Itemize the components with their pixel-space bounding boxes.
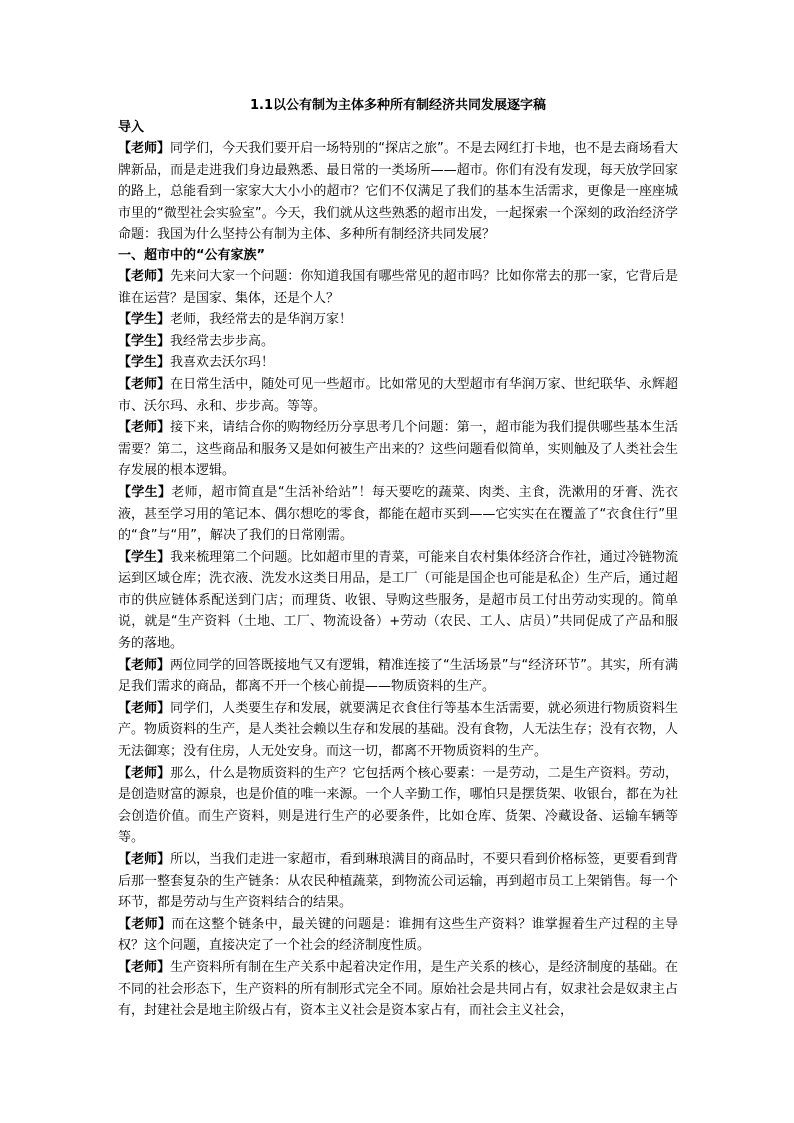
dialogue-paragraph (118, 331, 678, 353)
dialogue-paragraph (118, 849, 678, 914)
intro-heading: 导入 (118, 120, 145, 135)
dialogue-paragraph (118, 957, 678, 1022)
dialogue-paragraph (118, 352, 678, 374)
paragraph-text: 所以，当我们走进一家超市，看到琳琅满目的商品时，不要只看到价格标签，更要看到背后那一整套复杂的生产链条：从农民种植蔬菜，到物流公司运输，再到超市员工上架销售。每一个环节，都是劳动与生产资料结合的结果。 (118, 852, 678, 911)
paragraph-text: 同学们，人类要生存和发展，就要满足衣食住行等基本生活需要，就必须进行物质资料生产。物质资料的生产，是人类社会赖以生存和发展的基础。没有食物，人无法生存；没有衣物，人无法御寒；没有住房，人无处安身。而这一切，都离不开物质资料的生产。 (118, 700, 678, 760)
dialogue-paragraph (118, 698, 678, 763)
paragraph-text: 生产资料所有制在生产关系中起着决定作用，是生产关系的核心，是经济制度的基础。在不同的社会形态下，生产资料的所有制形式完全不同。原始社会是共同占有，奴隶社会是奴隶主占有，封建社会是地主阶级占有，资本主义社会是资本家占有，而社会主义社会， (118, 959, 678, 1019)
dialogue-paragraph (118, 417, 678, 482)
intro-paragraphs (118, 138, 678, 246)
speaker-label: 【老师】 (118, 700, 171, 716)
speaker-label: 【老师】 (118, 959, 171, 975)
speaker-label: 【学生】 (118, 312, 171, 328)
paragraph-text: 老师，超市简直是“生活补给站”！每天要吃的蔬菜、肉类、主食，洗漱用的牙膏、洗衣液，甚至学习用的笔记本、偶尔想吃的零食，都能在超市买到——它实实在在覆盖了“衣食住行”里的“食”与“用”，解决了我们的日常刚需。 (118, 484, 678, 544)
speaker-label: 【老师】 (118, 852, 171, 867)
speaker-label: 【学生】 (118, 355, 171, 371)
paragraph-text: 我喜欢去沃尔玛！ (170, 355, 275, 371)
document-title: 1.1以公有制为主体多种所有制经济共同发展逐字稿 (249, 98, 547, 113)
dialogue-paragraph (118, 914, 678, 957)
dialogue-paragraph (118, 655, 678, 698)
paragraph-text: 同学们，今天我们要开启一场特别的“探店之旅”。不是去网红打卡地，也不是去商场看大牌新品，而是走进我们身边最熟悉、最日常的一类场所——超市。你们有没有发现，每天放学回家的路上，总能看到一家家大大小小的超市？它们不仅满足了我们的基本生活需求，更像是一座座城市里的“微型社会实验室”。今天，我们就从这些熟悉的超市出发，一起探索一个深刻的政治经济学命题：我国为什么坚持公有制为主体、多种所有制经济共同发展？ (118, 141, 678, 243)
speaker-label: 【老师】 (118, 657, 171, 673)
speaker-label: 【老师】 (118, 916, 172, 932)
document-body (118, 96, 678, 1022)
dialogue-paragraph (118, 266, 678, 309)
speaker-label: 【老师】 (118, 376, 171, 392)
section-1-paragraphs (118, 266, 678, 1022)
speaker-label: 【学生】 (118, 549, 171, 565)
paragraph-text: 我经常去步步高。 (170, 333, 275, 349)
paragraph-text: 在日常生活中，随处可见一些超市。比如常见的大型超市有华润万家、世纪联华、永辉超市、沃尔玛、永和、步步高。等等。 (118, 376, 678, 414)
speaker-label: 【学生】 (118, 484, 172, 500)
dialogue-paragraph (118, 309, 678, 331)
paragraph-text: 我来梳理第二个问题。比如超市里的青菜，可能来自农村集体经济合作社，通过冷链物流运到区域仓库；洗衣液、洗发水这类日用品，是工厂（可能是国企也可能是私企）生产后，通过超市的供应链体系配送到门店；而理货、收银、导购这些服务，是超市员工付出劳动实现的。简单说，就是“生产资料（土地、工厂、物流设备）+劳动（农民、工人、店员）”共同促成了产品和服务的落地。 (118, 549, 678, 652)
paragraph-text: 那么，什么是物质资料的生产？它包括两个核心要素：一是劳动，二是生产资料。劳动，是创造财富的源泉，也是价值的唯一来源。一个人辛勤工作，哪怕只是摆货架、收银台，都在为社会创造价值。而生产资料，则是进行生产的必要条件，比如仓库、货架、冷藏设备、运输车辆等等。 (118, 765, 678, 846)
speaker-label: 【老师】 (118, 420, 171, 436)
paragraph-text: 两位同学的回答既接地气又有逻辑，精准连接了“生活场景”与“经济环节”。其实，所有满足我们需求的商品，都离不开一个核心前提——物质资料的生产。 (118, 657, 678, 695)
speaker-label: 【老师】 (118, 268, 171, 284)
paragraph-text: 老师，我经常去的是华润万家！ (170, 312, 353, 328)
section-1-heading: 一、超市中的“公有家族” (118, 247, 266, 263)
paragraph-text: 而在这整个链条中，最关键的问题是：谁拥有这些生产资料？谁掌握着生产过程的主导权？这个问题，直接决定了一个社会的经济制度性质。 (118, 916, 678, 954)
dialogue-paragraph (118, 482, 678, 547)
dialogue-paragraph (118, 763, 678, 849)
paragraph-text: 接下来，请结合你的购物经历分享思考几个问题：第一，超市能为我们提供哪些基本生活需要？第二，这些商品和服务又是如何被生产出来的？这些问题看似简单，实则触及了人类社会生存发展的根本逻辑。 (118, 420, 678, 479)
paragraph-text: 先来问大家一个问题：你知道我国有哪些常见的超市吗？比如你常去的那一家，它背后是谁在运营？是国家、集体，还是个人？ (118, 268, 678, 306)
dialogue-paragraph (118, 547, 678, 655)
speaker-label: 【老师】 (118, 765, 171, 781)
speaker-label: 【学生】 (118, 333, 171, 349)
speaker-label: 【老师】 (118, 141, 171, 156)
dialogue-paragraph (118, 138, 678, 246)
dialogue-paragraph (118, 374, 678, 417)
